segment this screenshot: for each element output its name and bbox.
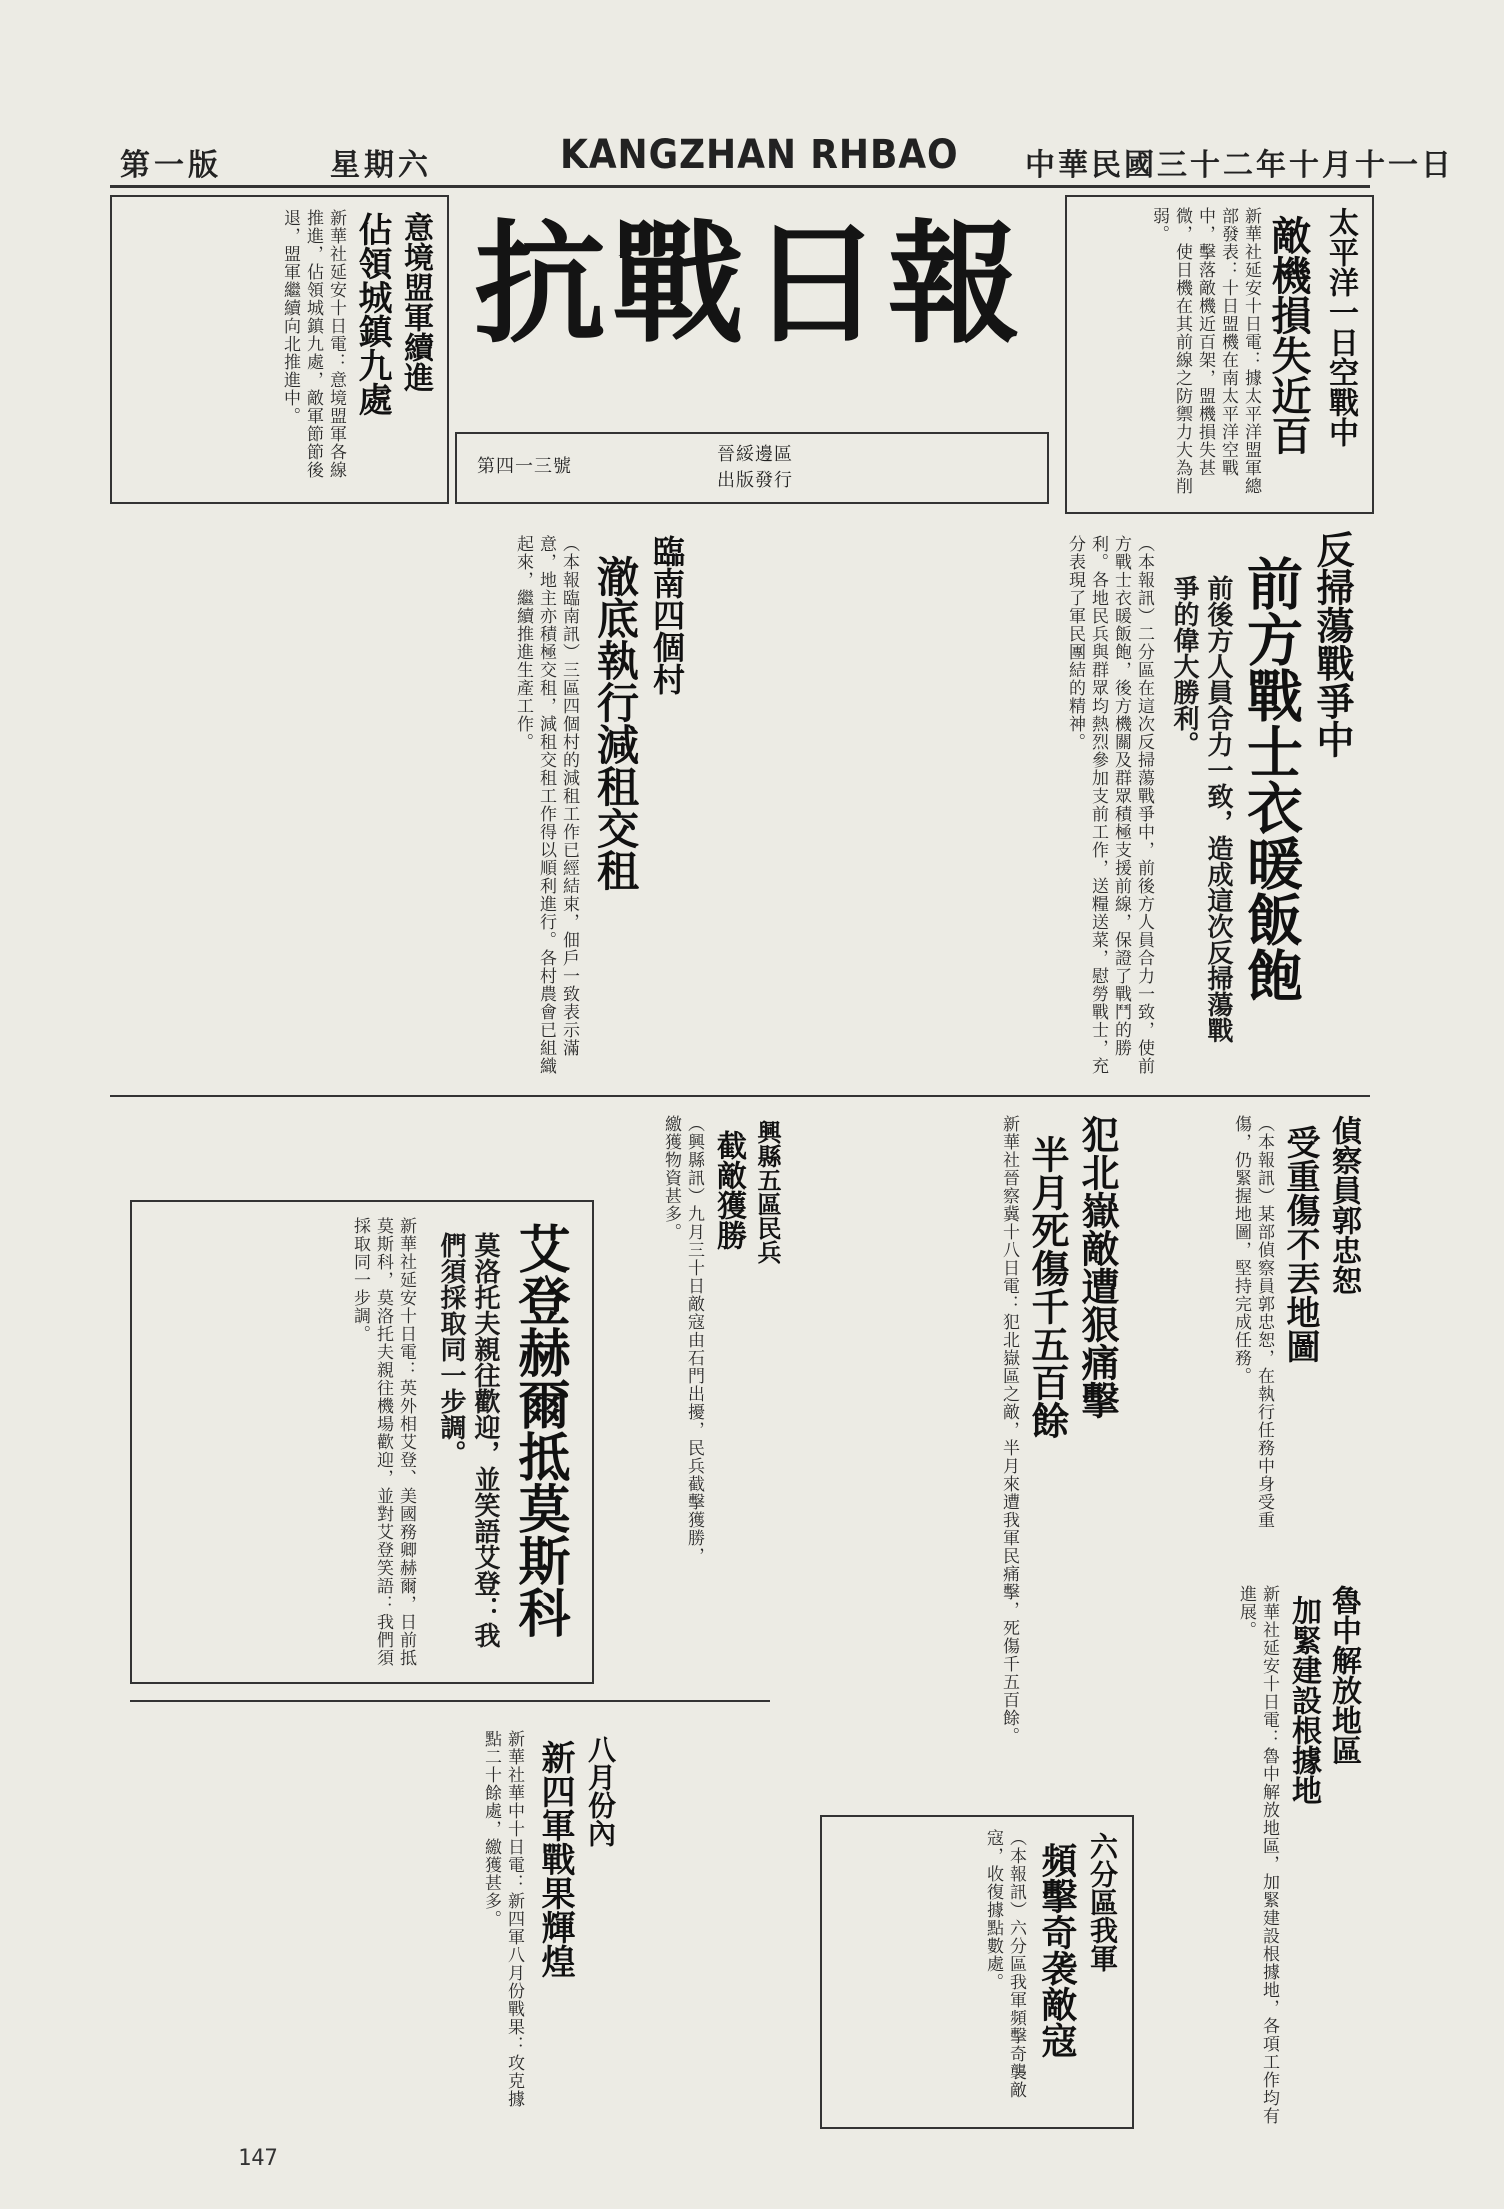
moscow-body: 新華社延安十日電：英外相艾登、美國務卿赫爾，日前抵莫斯科，莫洛托夫親往機場歡迎，並對艾登笑語：我們須採取同一步調。 — [350, 1217, 416, 1667]
article-italy — [110, 195, 449, 504]
romanized-title: KANGZHAN RHBAO — [560, 132, 959, 178]
publisher-line1: 晉綏邊區 — [717, 444, 793, 465]
issue-number: 第四一三號 — [477, 456, 572, 477]
pacific-headline-2: 敵機損失近百 — [1265, 215, 1311, 455]
rent-headline-1: 臨南四個村 — [648, 535, 686, 695]
rent-headline-2: 澈底執行減租交租 — [591, 555, 640, 891]
article-base — [1140, 1575, 1370, 2135]
sixth-headline-1: 六分區我軍 — [1086, 1832, 1119, 1972]
article-newfourth — [130, 1715, 780, 2135]
moscow-subhead: 莫洛托夫親往歡迎，並笑語艾登：我們須採取同一步調。 — [436, 1232, 500, 1648]
raid-headline-1: 興縣五區民兵 — [753, 1120, 781, 1264]
base-headline-1: 魯中解放地區 — [1326, 1585, 1361, 1765]
base-headline-2: 加緊建設根據地 — [1286, 1595, 1321, 1805]
publisher-line2: 出版發行 — [717, 470, 793, 491]
italy-headline-1: 意境盟軍續進 — [398, 212, 433, 392]
antisweep-headline-2: 前方戰士衣暖飯飽 — [1238, 555, 1303, 1003]
info-strip — [455, 432, 1049, 504]
scout-headline-1: 偵察員郭忠恕 — [1326, 1115, 1361, 1295]
article-sixth — [820, 1815, 1134, 2129]
base-body: 新華社延安十日電：魯中解放地區，加緊建設根據地，各項工作均有進展。 — [1236, 1585, 1279, 2125]
sixth-headline-2: 頻擊奇袭敵寇 — [1036, 1842, 1077, 2058]
header-rule — [110, 185, 1370, 188]
weekday: 星期六 — [330, 148, 432, 183]
scout-body: （本報訊）某部偵察員郭忠恕，在執行任務中身受重傷，仍緊握地圖，堅持完成任務。 — [1231, 1115, 1274, 1529]
article-rent — [110, 525, 790, 1085]
issue-date: 中華民國三十二年十月十一日 — [1025, 148, 1454, 183]
newfourth-headline-1: 新四軍戰果輝煌 — [535, 1740, 575, 1978]
italy-body: 新華社延安十日電：意境盟軍各線推進，佔領城鎮九處，敵軍節節後退，盟軍繼續向北推進中。 — [280, 209, 346, 479]
moscow-headline-1: 艾登赫爾抵莫斯科 — [509, 1222, 569, 1638]
antisweep-body: （本報訊）二分區在這次反掃蕩戰爭中，前後方人員合力一致，使前方戰士衣暖飯飽，後方機關及群眾積極支援前線，保證了戰鬥的勝利。各地民兵與群眾均熱烈參加支前工作，送糧送菜，慰勞戰士，充分表現了軍民團結的精神。 — [1065, 535, 1154, 1075]
sixth-body: （本報訊）六分區我軍頻擊奇襲敵寇，收復據點數處。 — [983, 1829, 1026, 2099]
pacific-body: 新華社延安十日電：據太平洋盟軍總部發表：十日盟機在南太平洋空戰中，擊落敵機近百架，盟機損失甚微，使日機在其前線之防禦力大為削弱。 — [1149, 207, 1261, 495]
article-scout — [1140, 1105, 1370, 1565]
north-body: 新華社晉察冀十八日電：犯北嶽區之敵，半月來遭我軍民痛擊，死傷千五百餘。 — [999, 1115, 1019, 1745]
antisweep-subhead: 前後方人員合力一致，造成這次反掃蕩戰爭的偉大勝利。 — [1169, 575, 1233, 1043]
article-north — [800, 1105, 1130, 1805]
lower-rule — [130, 1700, 770, 1702]
masthead-title: 抗戰日報 — [474, 207, 1026, 362]
article-raid — [600, 1105, 790, 1575]
article-pacific — [1065, 195, 1374, 514]
newfourth-headline-2: 八月份內 — [584, 1735, 617, 1847]
rent-body: （本報臨南訊）三區四個村的減租工作已經結束，佃戶一致表示滿意，地主亦積極交租，減租交租工作得以順利進行。各村農會已組織起來，繼續推進生產工作。 — [513, 535, 579, 1075]
raid-headline-2: 截敵獲勝 — [711, 1130, 746, 1250]
article-moscow — [130, 1200, 594, 1684]
page-label: 第一版 — [120, 148, 222, 183]
scout-headline-2: 受重傷不丟地圖 — [1280, 1125, 1320, 1363]
article-antisweep — [800, 525, 1370, 1085]
newfourth-body: 新華社華中十日電：新四軍八月份戰果：攻克據點二十餘處，繳獲甚多。 — [481, 1730, 524, 2108]
mid-rule — [110, 1095, 1370, 1097]
antisweep-headline-1: 反掃蕩戰爭中 — [1310, 530, 1354, 758]
north-headline-1: 犯北嶽敵遭狠痛擊 — [1075, 1115, 1119, 1419]
pacific-headline-1: 太平洋一日空戰中 — [1323, 207, 1358, 447]
raid-body: （興縣訊）九月三十日敵寇由石門出擾，民兵截擊獲勝，繳獲物資甚多。 — [661, 1115, 704, 1565]
north-headline-2: 半月死傷千五百餘 — [1025, 1135, 1069, 1439]
italy-headline-2: 佔領城鎮九處 — [352, 212, 392, 416]
page-number: 147 — [238, 2146, 278, 2171]
